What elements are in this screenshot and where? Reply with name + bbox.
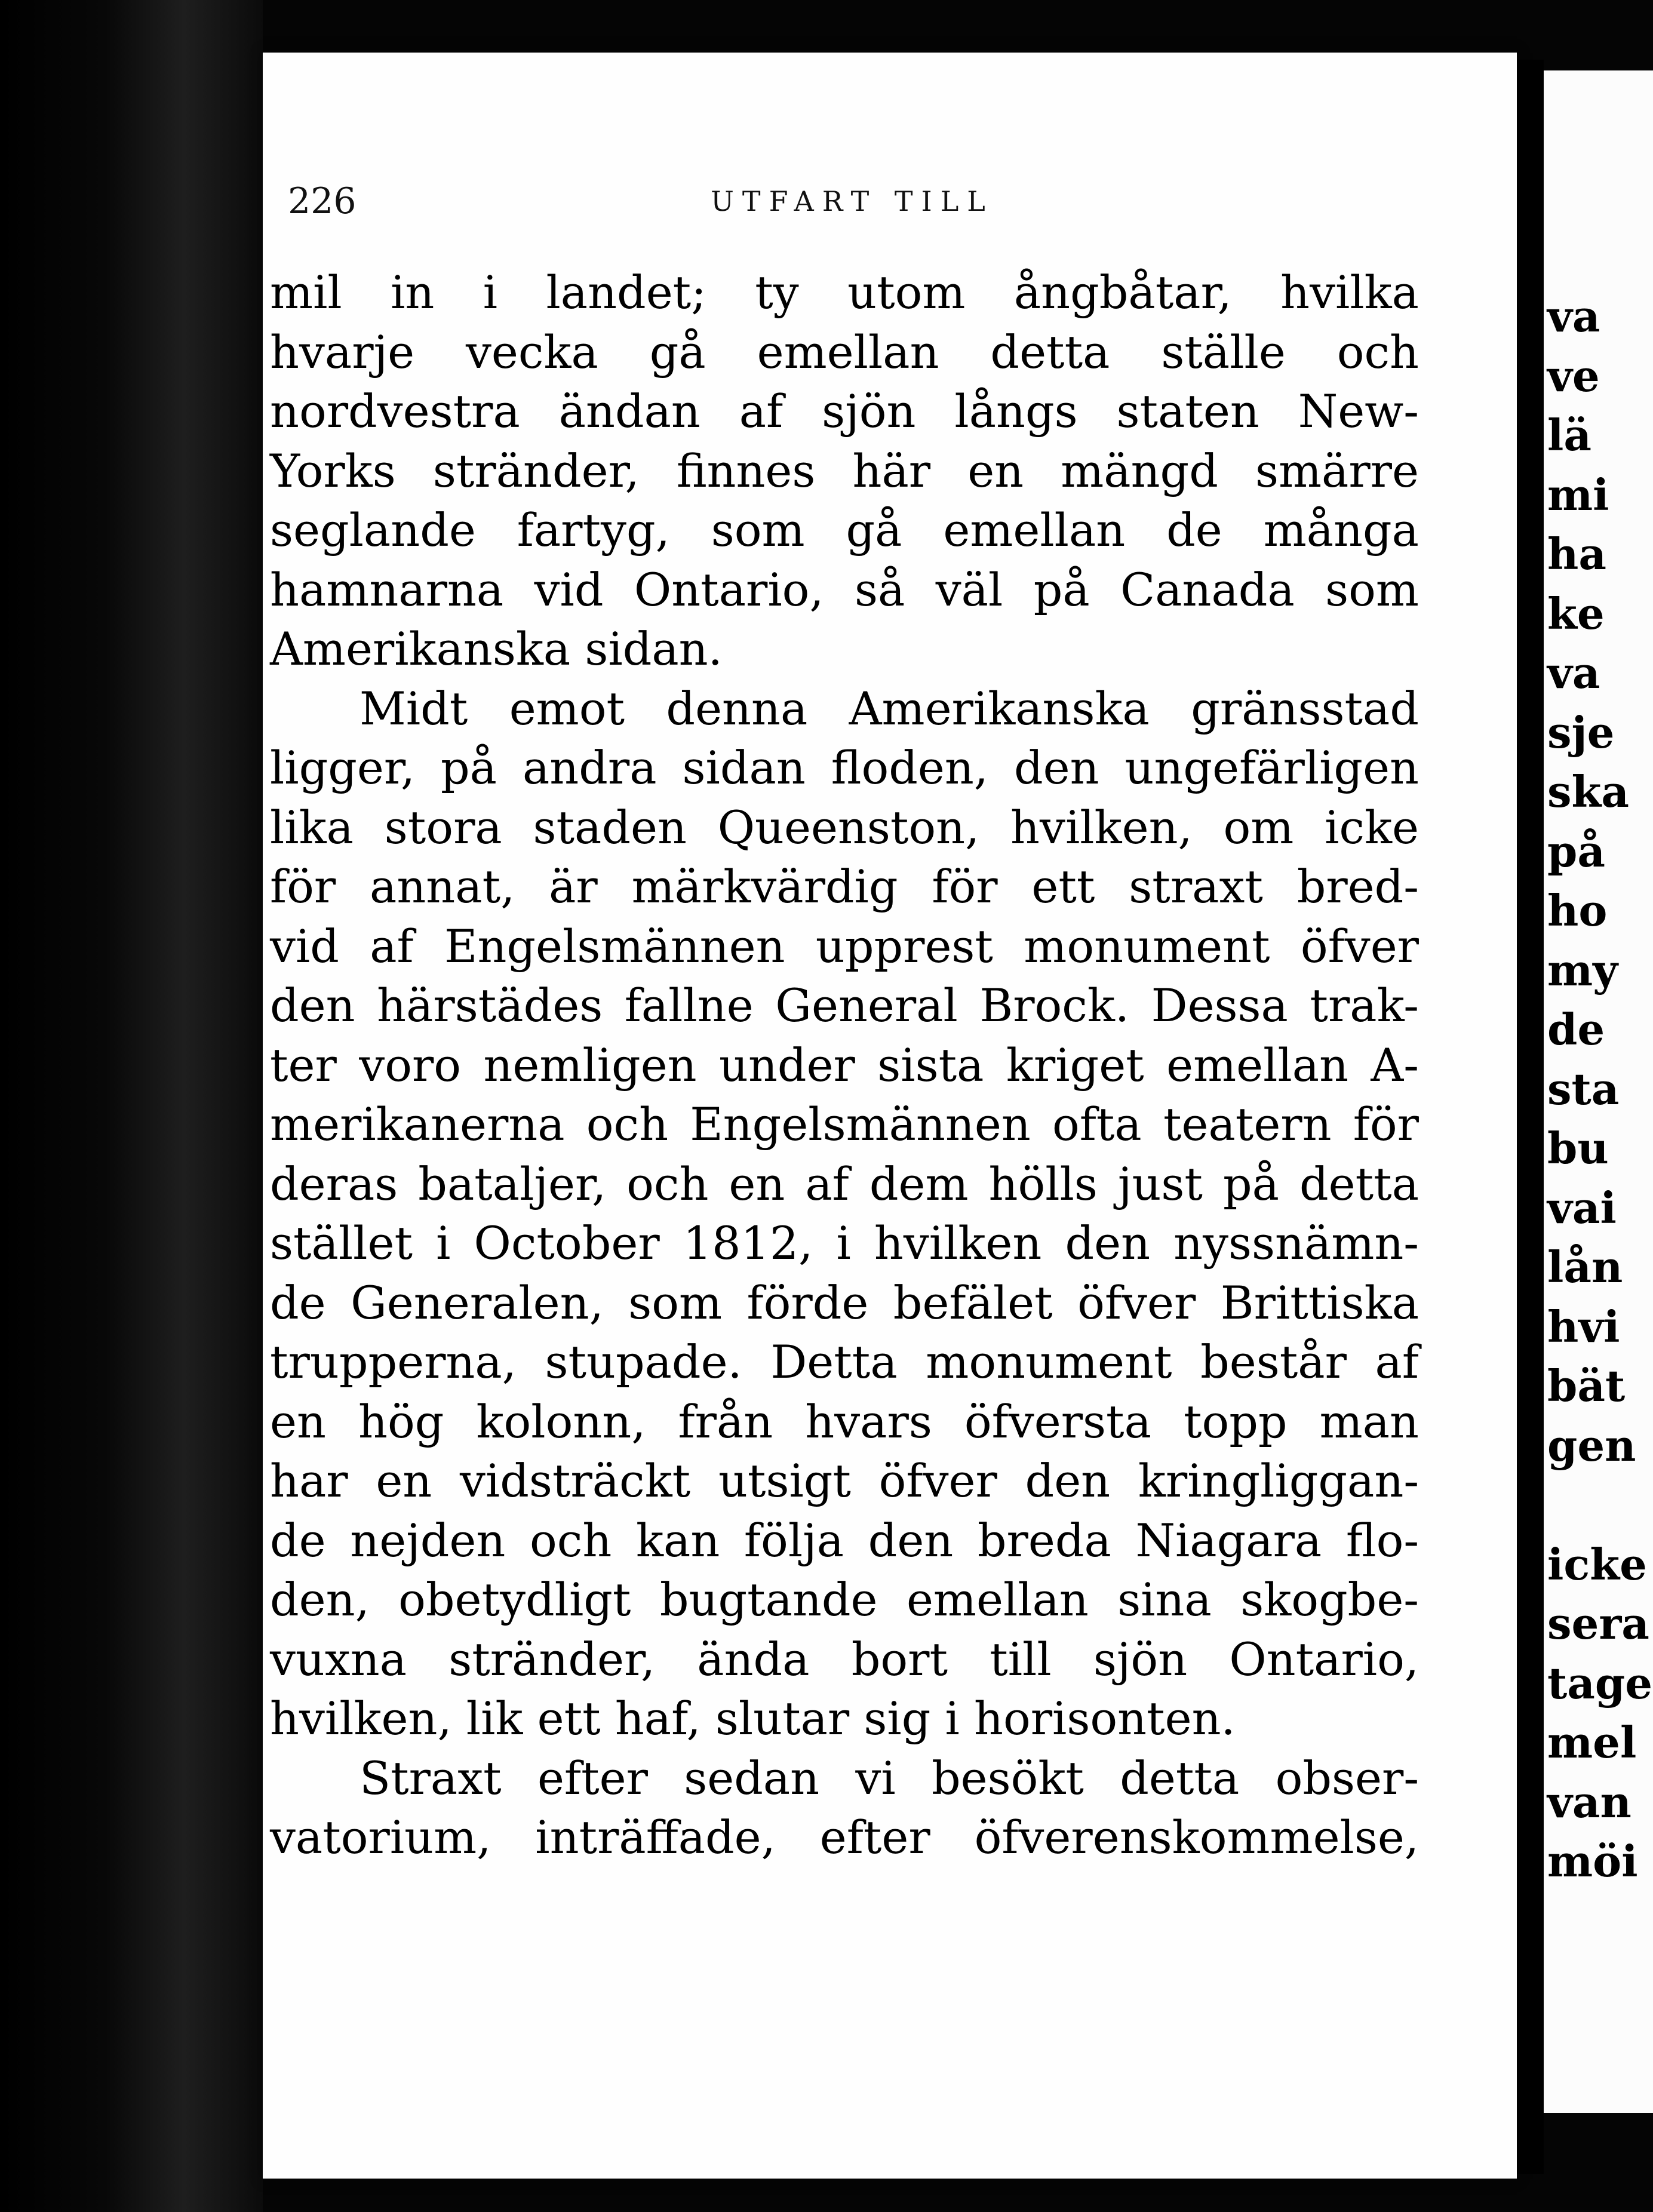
facing-page-fragment: lån <box>1547 1242 1623 1292</box>
facing-page-fragment: på <box>1547 825 1605 877</box>
text-line: hamnarna vid Ontario, så väl på Canada som <box>270 563 1419 616</box>
text-line: vid af Engelsmännen upprest monument öfver <box>270 919 1419 973</box>
facing-page-fragment: ska <box>1547 766 1630 817</box>
facing-page-fragment: vai <box>1547 1182 1617 1233</box>
text-line: den, obetydligt bugtande emellan sina skogbe- <box>270 1573 1419 1626</box>
text-line: nordvestra ändan af sjön långs staten New- <box>270 385 1419 438</box>
text-line: mil in i landet; ty utom ångbåtar, hvilka <box>270 266 1419 319</box>
facing-page-fragment: de <box>1547 1004 1605 1055</box>
text-line: en hög kolonn, från hvars öfversta topp man <box>270 1394 1419 1448</box>
facing-page-fragment: bu <box>1547 1123 1609 1173</box>
facing-page-fragment: va <box>1547 291 1600 342</box>
text-line: vatorium, inträffade, efter öfverenskommelse, <box>270 1811 1419 1864</box>
text-line: ligger, på andra sidan floden, den ungefärligen <box>270 741 1419 794</box>
text-line: trupperna, stupade. Detta monument består af <box>270 1335 1419 1388</box>
text-line: de Generalen, som förde befälet öfver Brittiska <box>270 1276 1419 1329</box>
facing-page-fragment: mel <box>1547 1717 1637 1768</box>
page-header <box>288 180 1417 240</box>
facing-page-fragment: gen <box>1547 1420 1636 1471</box>
facing-page-fragment: ve <box>1547 350 1600 401</box>
text-line: Amerikanska sidan. <box>270 622 723 675</box>
facing-page-fragment: icke <box>1547 1538 1647 1590</box>
facing-page-fragment: va <box>1547 647 1600 698</box>
text-line: vuxna stränder, ända bort till sjön Ontario, <box>270 1632 1419 1686</box>
facing-page-fragment <box>1544 1475 1652 1535</box>
text-line: Straxt efter sedan vi besökt detta obser- <box>360 1751 1419 1805</box>
text-line: deras bataljer, och en af dem hölls just på detta <box>270 1157 1419 1211</box>
text-line: lika stora staden Queenston, hvilken, om icke <box>270 800 1419 854</box>
facing-page-fragment: sta <box>1547 1063 1620 1114</box>
facing-page-fragment: tage <box>1547 1657 1653 1709</box>
text-line: seglande fartyg, som gå emellan de många <box>270 503 1419 557</box>
text-line: merikanerna och Engelsmännen ofta teatern för <box>270 1098 1419 1151</box>
facing-page-fragment: sera <box>1547 1598 1649 1649</box>
page-gutter <box>1517 60 1544 2174</box>
text-line: Midt emot denna Amerikanska gränsstad <box>360 681 1419 735</box>
body-text <box>270 263 1419 1867</box>
facing-page-fragment: ke <box>1547 588 1605 639</box>
facing-page-fragment: van <box>1547 1776 1632 1827</box>
book-binding <box>0 0 263 2212</box>
text-line: stället i October 1812, i hvilken den nyssnämn- <box>270 1216 1419 1270</box>
facing-page-fragment: sje <box>1547 706 1615 758</box>
facing-page-fragment: ho <box>1547 885 1608 936</box>
text-line: för annat, är märkvärdig för ett straxt bred- <box>270 860 1419 913</box>
page-number: 226 <box>288 180 357 222</box>
text-line: har en vidsträckt utsigt öfver den kringliggan- <box>270 1454 1419 1507</box>
text-line: hvarje vecka gå emellan detta ställe och <box>270 325 1419 379</box>
facing-page-fragment: ha <box>1547 529 1606 579</box>
facing-page-fragment: bät <box>1547 1360 1626 1411</box>
facing-page-fragment: lä <box>1547 410 1592 460</box>
facing-page-fragment: my <box>1547 944 1618 996</box>
text-line: de nejden och kan följa den breda Niagara flo- <box>270 1513 1419 1567</box>
text-line: hvilken, lik ett haf, slutar sig i horisonten. <box>270 1692 1236 1745</box>
text-line: Yorks stränder, finnes här en mängd smärre <box>270 444 1419 497</box>
text-line: ter voro nemligen under sista kriget emellan A- <box>270 1038 1419 1092</box>
running-title: UTFART TILL <box>711 185 994 217</box>
facing-page-fragment: mi <box>1547 469 1609 520</box>
facing-page-edge <box>1544 70 1653 2113</box>
facing-page-fragment: hvi <box>1547 1301 1620 1352</box>
text-line: den härstädes fallne General Brock. Dessa trak- <box>270 979 1419 1032</box>
facing-page-fragment: möi <box>1547 1836 1638 1887</box>
